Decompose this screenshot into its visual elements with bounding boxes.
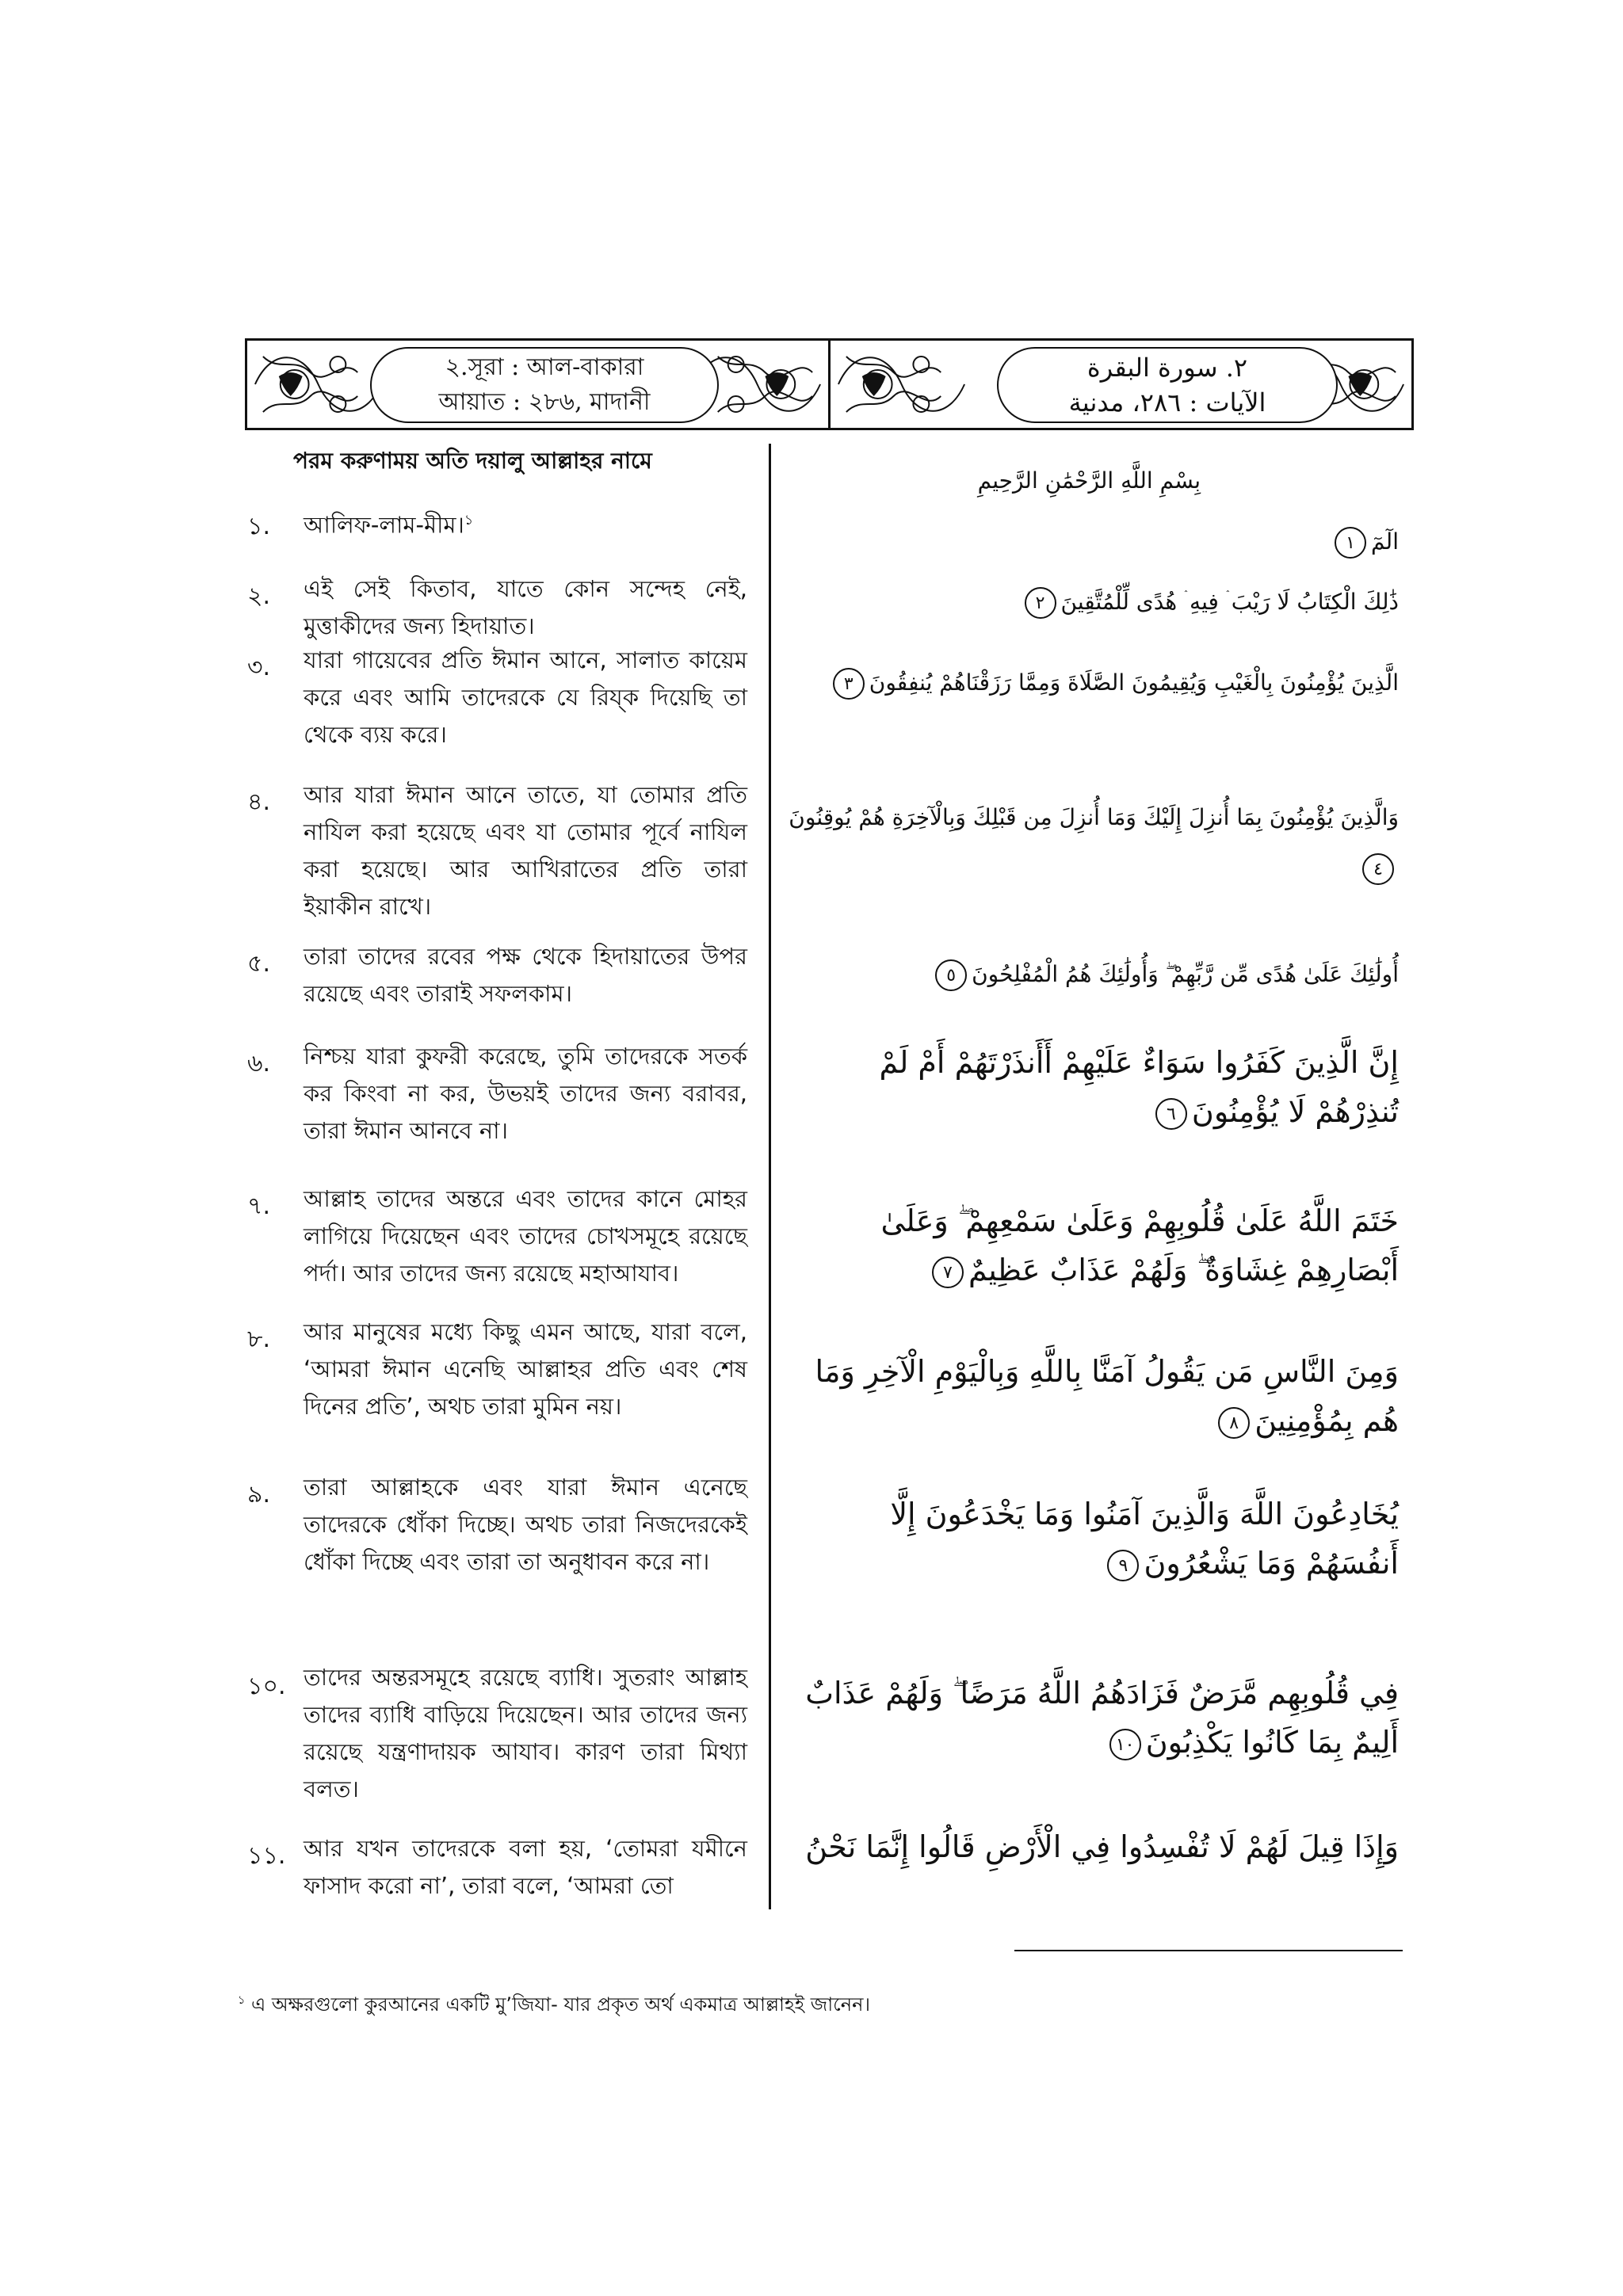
verse-arabic xyxy=(789,957,1399,992)
surah-header xyxy=(245,338,1414,430)
ayah-end-marker: ٦ xyxy=(1155,1098,1187,1130)
footnote-marker: ১ xyxy=(238,1994,246,2007)
ayah-end-marker: ٨ xyxy=(1218,1407,1250,1439)
ayah-end-marker: ٧ xyxy=(932,1257,964,1288)
verse-number: ২. xyxy=(247,582,271,610)
header-surah-name-ar: ٢. سورة البقرة xyxy=(1086,353,1248,383)
ayah-end-marker: ٩ xyxy=(1107,1550,1139,1581)
column-divider xyxy=(769,444,771,1909)
verse-number: ৭. xyxy=(247,1192,271,1220)
verse-translation: তাদের অন্তরসমূহে রয়েছে ব্যাধি। সুতরাং আল্লাহ তাদের ব্যাধি বাড়িয়ে দিয়েছেন। আর তাদের জন্য রয়েছে যন্ত্রণাদায়ক আযাব। কারণ তারা মিথ্যা বলত। xyxy=(304,1664,747,1802)
verse-arabic xyxy=(789,1669,1399,1767)
ayah-end-marker: ٥ xyxy=(935,959,967,991)
verse-arabic xyxy=(789,1196,1399,1295)
verse-translation: আল্লাহ তাদের অন্তরে এবং তাদের কানে মোহর লাগিয়ে দিয়েছেন এবং তাদের চোখসমূহে রয়েছে পর্দা। আর তাদের জন্য রয়েছে মহাআযাব। xyxy=(304,1185,747,1287)
header-arabic-cartouche xyxy=(997,347,1338,423)
verse-number: ১১. xyxy=(247,1842,286,1870)
header-ayat-count-ar: الآيات : ٢٨٦، مدنية xyxy=(1068,387,1266,418)
verse-translation: তারা তাদের রবের পক্ষ থেকে হিদায়াতের উপর রয়েছে এবং তারাই সফলকাম। xyxy=(304,943,747,1007)
bismillah-bengali: পরম করুণাময় অতি দয়ালু আল্লাহর নামে xyxy=(293,448,652,474)
ayah-end-marker: ٤ xyxy=(1362,853,1394,885)
verse-arabic-text: أُولَٰئِكَ عَلَىٰ هُدًى مِّن رَّبِّهِمْ ۖ وَأُولَٰئِكَ هُمُ الْمُفْلِحُونَ xyxy=(972,961,1399,987)
header-surah-name-bn: ২.সূরা : আল-বাকারা xyxy=(445,353,644,381)
header-bengali-cartouche xyxy=(370,347,719,423)
header-bengali-panel xyxy=(247,341,831,428)
verse-translation: আর যারা ঈমান আনে তাতে, যা তোমার প্রতি নাযিল করা হয়েছে এবং যা তোমার পূর্বে নাযিল করা হয়েছে। আর আখিরাতের প্রতি তারা ইয়াকীন রাখে। xyxy=(304,781,747,920)
verse-arabic-text: وَمِنَ النَّاسِ مَن يَقُولُ آمَنَّا بِاللَّهِ وَبِالْيَوْمِ الْآخِرِ وَمَا هُم بِمُؤْمِنِينَ xyxy=(815,1354,1399,1438)
verse-arabic xyxy=(789,1489,1399,1588)
footnote-ref: ১ xyxy=(464,513,474,528)
verse-arabic-text: إِنَّ الَّذِينَ كَفَرُوا سَوَاءٌ عَلَيْهِمْ أَأَنذَرْتَهُمْ أَمْ لَمْ تُنذِرْهُمْ لَا يُؤْمِنُونَ xyxy=(879,1045,1399,1129)
verse-number: ৫. xyxy=(247,950,271,978)
verse-arabic-text: الَّذِينَ يُؤْمِنُونَ بِالْغَيْبِ وَيُقِيمُونَ الصَّلَاةَ وَمِمَّا رَزَقْنَاهُمْ يُنفِقُونَ xyxy=(869,669,1399,696)
footnote-text: এ অক্ষরগুলো কুরআনের একটি মু’জিযা- যার প্রকৃত অর্থ একমাত্র আল্লাহই জানেন। xyxy=(250,1993,871,2016)
verse-number: ৬. xyxy=(247,1050,271,1077)
verse-arabic-text: ذَٰلِكَ الْكِتَابُ لَا رَيْبَ ۛ فِيهِ ۛ هُدًى لِّلْمُتَّقِينَ xyxy=(1060,589,1399,615)
verse-translation: তারা আল্লাহকে এবং যারা ঈমান এনেছে তাদেরকে ধোঁকা দিচ্ছে। অথচ তারা নিজদেরকেই ধোঁকা দিচ্ছে এবং তারা তা অনুধাবন করে না। xyxy=(304,1474,747,1575)
verse-number: ৩. xyxy=(247,654,271,681)
header-ayat-count-bn: আয়াত : ২৮৬, মাদানী xyxy=(438,388,651,416)
verse-number: ৯. xyxy=(247,1481,271,1508)
ayah-end-marker: ٣ xyxy=(833,668,865,700)
ayah-end-marker: ٢ xyxy=(1025,587,1056,619)
verse-arabic-text: يُخَادِعُونَ اللَّهَ وَالَّذِينَ آمَنُوا وَمَا يَخْدَعُونَ إِلَّا أَنفُسَهُمْ وَمَا يَشْعُرُونَ xyxy=(890,1497,1399,1581)
verse-number: ৪. xyxy=(247,788,271,816)
verse-arabic-text: الٓمٓ xyxy=(1371,528,1399,555)
verse-translation: আর মানুষের মধ্যে কিছু এমন আছে, যারা বলে, ‘আমরা ঈমান এনেছি আল্লাহর প্রতি এবং শেষ দিনের প্রতি’, অথচ তারা মুমিন নয়। xyxy=(304,1318,747,1420)
verse-arabic xyxy=(789,666,1399,700)
verse-text: আলিফ-লাম-মীম। xyxy=(304,511,464,539)
verse-translation xyxy=(304,502,747,544)
verse-arabic-text: فِي قُلُوبِهِم مَّرَضٌ فَزَادَهُمُ اللَّهُ مَرَضًا ۖ وَلَهُمْ عَذَابٌ أَلِيمٌ بِمَا كَانُوا يَكْذِبُونَ xyxy=(805,1676,1399,1760)
ayah-end-marker: ١٠ xyxy=(1109,1729,1141,1760)
verse-arabic xyxy=(789,792,1399,894)
verse-arabic: وَإِذَا قِيلَ لَهُمْ لَا تُفْسِدُوا فِي الْأَرْضِ قَالُوا إِنَّمَا نَحْنُ xyxy=(805,1829,1399,1864)
verse-arabic xyxy=(789,524,1399,559)
header-arabic-panel xyxy=(831,341,1411,428)
verse-arabic xyxy=(789,1347,1399,1445)
footnote xyxy=(238,1990,870,2022)
ayah-end-marker: ١ xyxy=(1335,527,1366,559)
footnote-rule xyxy=(1014,1950,1403,1951)
verse-translation: যারা গায়েবের প্রতি ঈমান আনে, সালাত কায়েম করে এবং আমি তাদেরকে যে রিয্ক দিয়েছি তা থেকে ব্যয় করে। xyxy=(304,646,747,748)
verse-arabic xyxy=(789,1038,1399,1136)
verse-translation: আর যখন তাদেরকে বলা হয়, ‘তোমরা যমীনে ফাসাদ করো না’, তারা বলে, ‘আমরা তো xyxy=(304,1835,747,1899)
verse-arabic xyxy=(789,585,1399,620)
verse-translation: নিশ্চয় যারা কুফরী করেছে, তুমি তাদেরকে সতর্ক কর কিংবা না কর, উভয়ই তাদের জন্য বরাবর, তারা ঈমান আনবে না। xyxy=(304,1043,747,1144)
verse-number: ১০. xyxy=(247,1672,286,1700)
verse-translation: এই সেই কিতাব, যাতে কোন সন্দেহ নেই, মুত্তাকীদের জন্য হিদায়াত। xyxy=(304,575,747,639)
verse-number: ১. xyxy=(247,513,271,540)
verse-arabic-text: وَالَّذِينَ يُؤْمِنُونَ بِمَا أُنزِلَ إِلَيْكَ وَمَا أُنزِلَ مِن قَبْلِكَ وَبِالْآخِرَةِ هُمْ يُوقِنُونَ xyxy=(789,804,1399,830)
bismillah-arabic: بِسْمِ اللَّهِ الرَّحْمَٰنِ الرَّحِيمِ xyxy=(977,467,1201,494)
verse-number: ৮. xyxy=(247,1325,271,1353)
verse-arabic-text: خَتَمَ اللَّهُ عَلَىٰ قُلُوبِهِمْ وَعَلَىٰ سَمْعِهِمْ ۖ وَعَلَىٰ أَبْصَارِهِمْ غِشَاوَةٌ ۖ وَلَهُمْ عَذَابٌ عَظِيمٌ xyxy=(880,1203,1399,1287)
